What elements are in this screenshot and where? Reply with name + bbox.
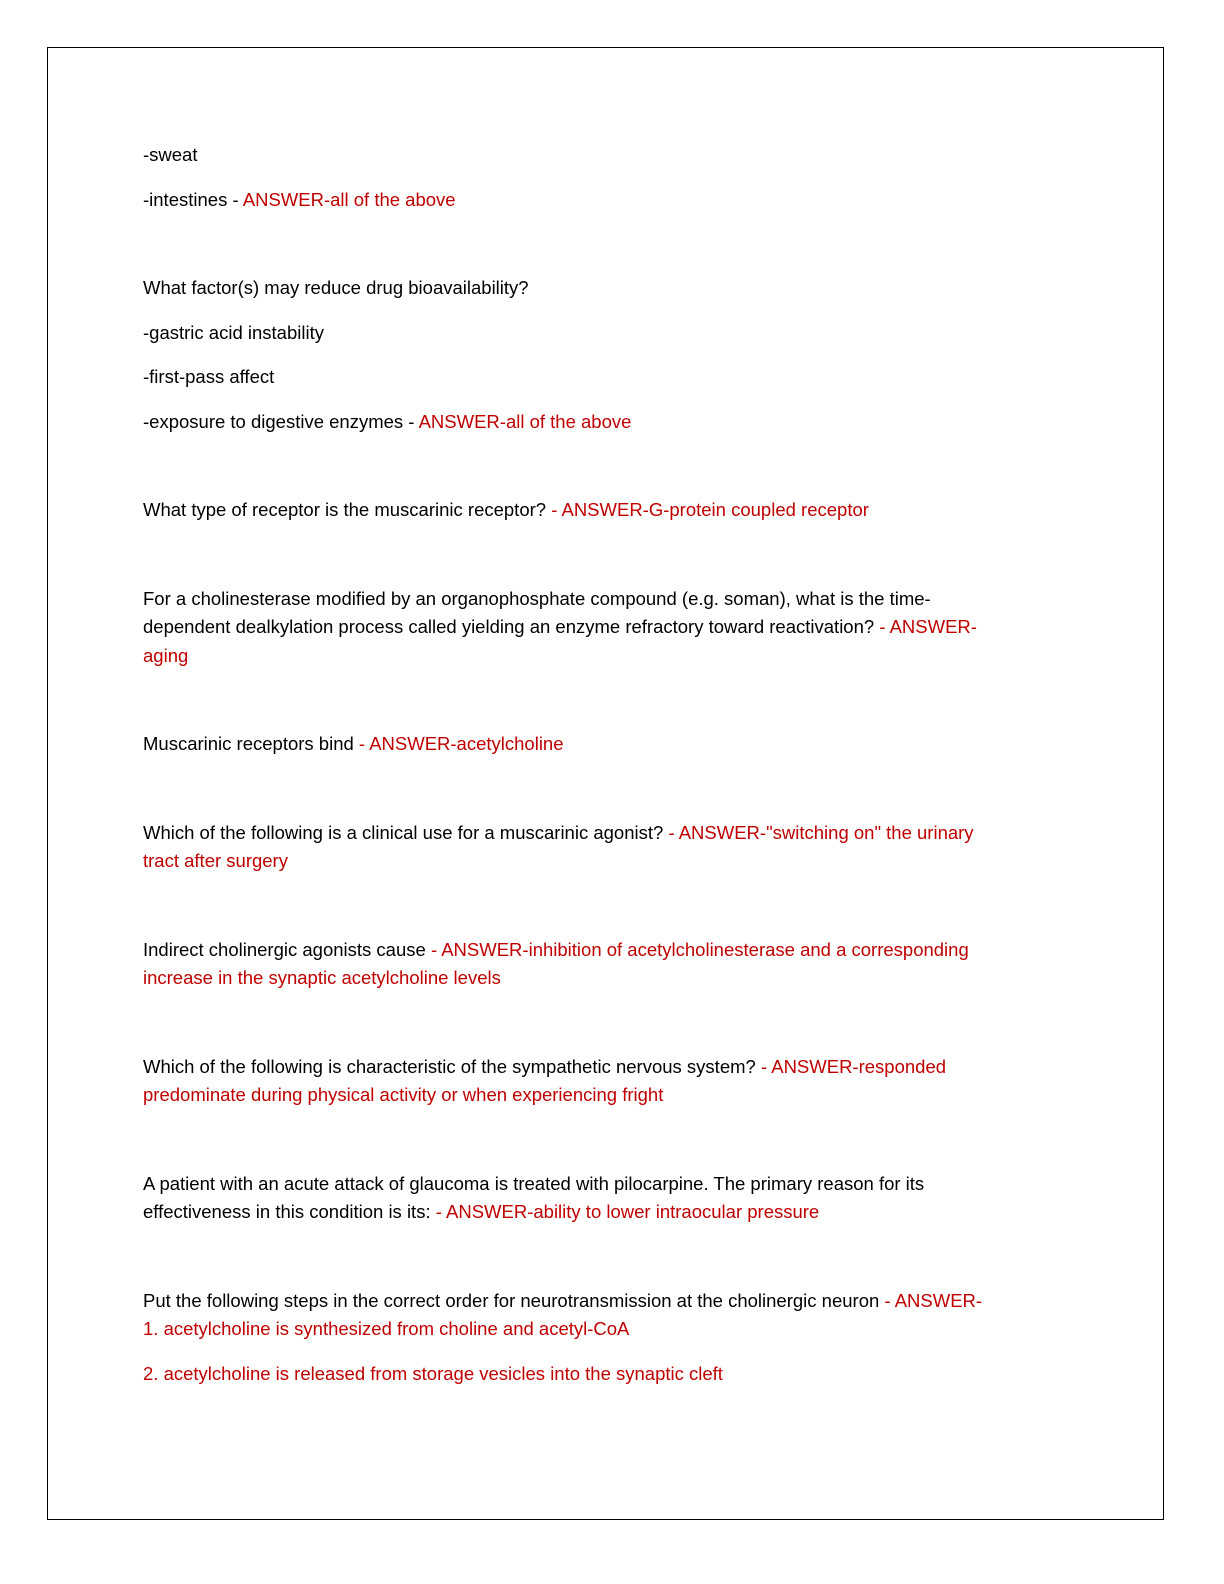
question-text: What type of receptor is the muscarinic receptor?: [143, 499, 552, 520]
question-text: Which of the following is characteristic of the sympathetic nervous system?: [143, 1055, 761, 1077]
question-text: A patient with an acute attack of glaucoma is treated with pilocarpine. The primary reason for its: [143, 1172, 925, 1194]
question-text: Indirect cholinergic agonists cause: [143, 938, 431, 960]
answer-line: [143, 1315, 1063, 1344]
answer-line: [143, 1360, 1063, 1389]
question-line: [143, 1198, 1063, 1227]
answer-text: - ANSWER-"switching on" the urinary: [668, 821, 974, 843]
question-line: [143, 1053, 1063, 1082]
document-body: [143, 141, 1063, 1404]
answer-line: [143, 847, 1063, 876]
question-line: [143, 496, 1063, 525]
question-text: effectiveness in this condition is its:: [143, 1201, 436, 1222]
answer-line: [143, 1081, 1063, 1110]
answer-line: [143, 964, 1063, 993]
option-line: [143, 186, 1063, 215]
answer-text: - ANSWER-: [884, 1289, 983, 1311]
option-line: [143, 141, 1063, 170]
answer-text: tract after surgery: [143, 850, 288, 871]
question-line: [143, 585, 1063, 614]
question-block: [143, 1053, 1063, 1110]
option-text: -intestines -: [143, 188, 243, 210]
question-block: [143, 585, 1063, 671]
question-line: [143, 819, 1063, 848]
option-text: -first-pass affect: [143, 366, 275, 387]
question-block: [143, 936, 1063, 993]
question-line: [143, 1170, 1063, 1199]
question-line: [143, 936, 1063, 965]
answer-text: aging: [143, 644, 189, 666]
answer-text: - ANSWER-G-protein coupled receptor: [551, 499, 869, 520]
answer-text: 1. acetylcholine is synthesized from choline and acetyl-CoA: [143, 1318, 630, 1339]
answer-line: [143, 642, 1063, 671]
question-line: [143, 730, 1063, 759]
question-text: Put the following steps in the correct order for neurotransmission at the cholinergic neuron: [143, 1289, 885, 1311]
question-text: dependent dealkylation process called yielding an enzyme refractory toward reactivation?: [143, 616, 880, 637]
answer-text: increase in the synaptic acetylcholine levels: [143, 967, 501, 988]
question-line: [143, 613, 1063, 642]
question-text: For a cholinesterase modified by an organophosphate compound (e.g. soman), what is the time-: [143, 587, 931, 609]
option-text: -exposure to digestive enzymes -: [143, 410, 419, 432]
answer-text: - ANSWER-responded: [760, 1055, 947, 1077]
option-line: [143, 319, 1063, 348]
question-line: [143, 1287, 1063, 1316]
question-text: Which of the following is a clinical use for a muscarinic agonist?: [143, 821, 669, 843]
option-line: [143, 408, 1063, 437]
answer-text: - ANSWER-ability to lower intraocular pressure: [435, 1201, 820, 1222]
question-block: [143, 1287, 1063, 1344]
answer-text: - ANSWER-inhibition of acetylcholinesterase and a corresponding: [430, 938, 969, 960]
answer-text: - ANSWER-: [879, 616, 977, 637]
question-label: What factor(s) may reduce drug bioavailability?: [143, 277, 529, 298]
option-line: [143, 363, 1063, 392]
answer-text: - ANSWER-acetylcholine: [358, 733, 564, 754]
answer-text: ANSWER-all of the above: [242, 188, 456, 210]
answer-text: predominate during physical activity or when experiencing fright: [143, 1084, 664, 1105]
question-text: Muscarinic receptors bind: [143, 733, 359, 754]
option-text: -sweat: [143, 144, 198, 165]
question-block: [143, 819, 1063, 876]
answer-text: 2. acetylcholine is released from storage vesicles into the synaptic cleft: [143, 1362, 723, 1384]
question-block: [143, 1170, 1063, 1227]
answer-text: ANSWER-all of the above: [418, 410, 632, 432]
question-text: [143, 274, 1063, 303]
option-text: -gastric acid instability: [143, 321, 324, 343]
